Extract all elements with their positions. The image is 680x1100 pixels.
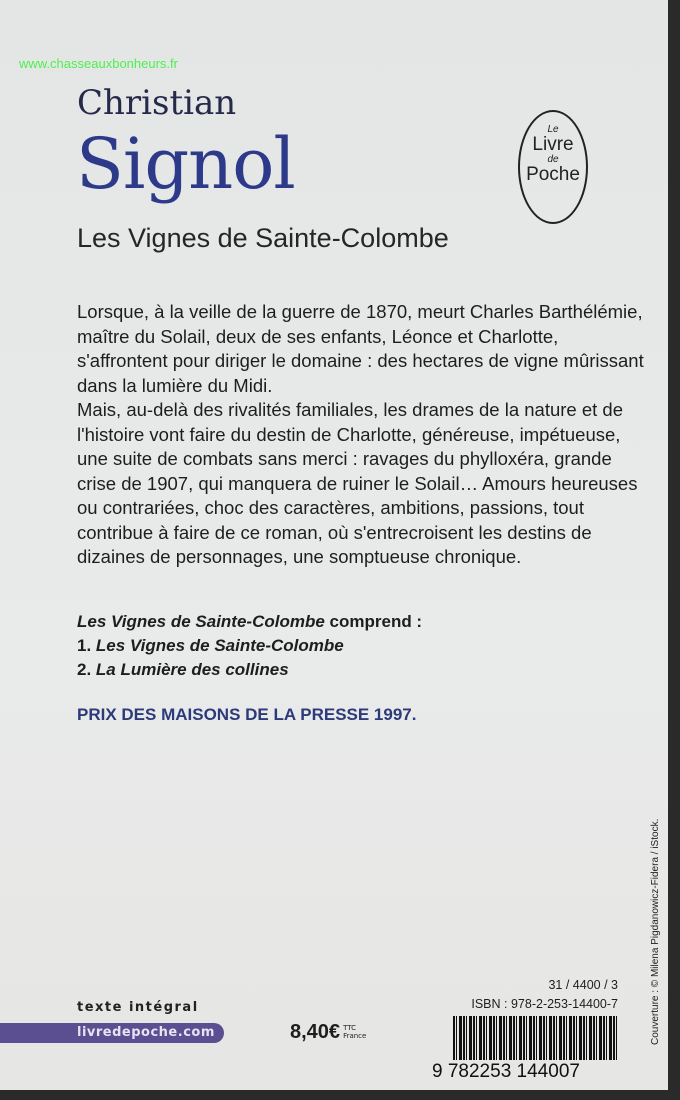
author-last-name: Signol <box>76 123 295 205</box>
item-num: 2. <box>77 659 96 679</box>
country: France <box>343 1032 367 1040</box>
ttc: TTC <box>343 1024 356 1032</box>
price-box <box>290 1020 366 1044</box>
barcode-digits: 144007 <box>516 1061 580 1082</box>
edition-code: 31 / 4400 / 3 <box>548 978 618 992</box>
contents-item: Les Vignes de Sainte-Colombe <box>95 635 344 655</box>
barcode-digits: 782253 <box>447 1061 512 1082</box>
author-first-name: Christian <box>77 83 237 123</box>
contents-title-rest: comprend : <box>324 611 423 631</box>
price: 8,40€ <box>290 1021 341 1043</box>
contents-item: La Lumière des collines <box>95 659 289 679</box>
logo-text: de <box>547 154 559 165</box>
cover-credit: Couverture : © Milena Pigdanowicz-Fidera / iStock. <box>650 818 661 1045</box>
item-num: 1. <box>77 635 96 655</box>
watermark: www.chasseauxbonheurs.fr <box>19 56 178 71</box>
book-title: Les Vignes de Sainte-Colombe <box>77 223 449 253</box>
logo-text: Livre <box>532 134 574 155</box>
codes <box>471 976 618 1014</box>
barcode-number <box>432 1061 580 1083</box>
prize: PRIX DES MAISONS DE LA PRESSE 1997. <box>77 704 417 724</box>
blurb-paragraph: Lorsque, à la veille de la guerre de 1870, meurt Charles Barthélémie, maître du Solail, deux de ses enfants, Léonce et Charlotte, s'affrontent pour diriger le domaine : des hectares de vigne mûrissant dans la lumière du Midi. <box>77 301 644 396</box>
contents <box>77 610 647 682</box>
blurb-paragraph: Mais, au-delà des rivalités familiales, les drames de la nature et de l'histoire vont faire du destin de Charlotte, généreuse, impétueuse, une suite de combats sans merci : ravages du phylloxéra, grande crise de 1907, qui manquera de ruiner le Solail… Amours heureuses ou contrariées, choc des caractères, ambitions, passions, tout contribue à faire de ce roman, où s'entrecroisent les destins de dizaines de personnages, une somptueuse chronique. <box>77 399 638 567</box>
text-column <box>77 300 647 726</box>
barcode <box>453 1016 619 1060</box>
logo-text: Poche <box>526 164 580 185</box>
isbn: ISBN : 978-2-253-14400-7 <box>471 997 618 1011</box>
barcode-digit: 9 <box>432 1061 443 1082</box>
contents-title: Les Vignes de Sainte-Colombe <box>77 611 325 631</box>
texte-integral: texte intégral <box>77 1000 199 1015</box>
price-tax-note <box>343 1020 366 1040</box>
livre-de-poche-logo <box>518 110 588 224</box>
website-link[interactable]: livredepoche.com <box>0 1023 224 1043</box>
blurb <box>77 300 647 570</box>
logo-text: Le <box>547 124 559 135</box>
